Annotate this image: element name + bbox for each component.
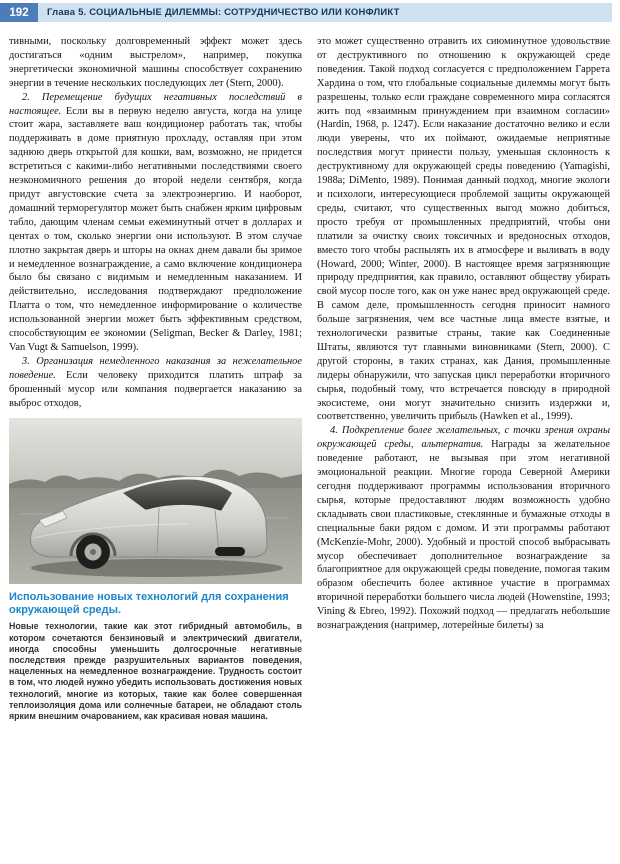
paragraph — [317, 424, 610, 633]
paragraph — [9, 91, 302, 355]
car-front-hub-center — [90, 549, 96, 555]
right-column — [317, 35, 610, 722]
car-shadow — [31, 559, 283, 577]
hybrid-car-photo — [9, 418, 302, 584]
text-segment: Если человеку приходится платить штраф за брошенный мусор или компания подвергается наказанию за выброс отходов, — [9, 369, 303, 409]
page-header — [0, 3, 620, 22]
left-column-text — [9, 35, 302, 410]
paragraph — [9, 355, 302, 411]
paragraph-lead-italic: 4. Подкрепление более желательных, с точки зрения охраны окружающей среды, альтернатив. — [317, 425, 610, 451]
paragraph-lead-italic: 3. Организация немедленного наказания за нежелательное поведение. — [9, 355, 302, 381]
text-columns — [0, 22, 620, 722]
chapter-title: Глава 5. СОЦИАЛЬНЫЕ ДИЛЕММЫ: СОТРУДНИЧЕСТВО ИЛИ КОНФЛИКТ — [38, 3, 612, 22]
text-segment: это может существенно отравить их сиюминутное удовольствие от деструктивного по отношению к окружающей среде поведения. Такой подход согласуется с предположением Гаррета Хардина о том, что глобальные социальные дилеммы могут быть разрешены, только если граждане современного мира согласятся жить под «взаимным принуждением при взаимном согласии» (Hardin, 1968, р. 1247). Если наказание достаточно велико и если люди уверены, что их поймают, ожидаемые неприятные последствия могут принести пользу, уменьшая склонность к деструктивному для окружающей среды поведению (Yamagishi, 1988a; DiMento, 1989). Понимая данный подход, многие экологи и психологи, интересующиеся проблемой защиты окружающей среды, считают, что существенных выгод можно добиться, просто требуя от промышленных предприятий, чтобы они платили за очистку своих токсичных и вредоносных отходов, вместо того чтобы распылять их в атмосфере и выливать в воду (Howard, 2000; Winter, 2000). В настоящее время загрязняющие природу предприятия, как правило, оставляют обществу убирать свой мусор после того, как он уже нанес вред окружающей среде. В самом деле, промышленность сегодня приносит намного больше загрязнения, чем все частные лица вместе взятые, и технологически развитые страны, такие как Соединенные Штаты, являются тут главными виновниками (Stern, 2000). С другой стороны, в таких странах, как Дания, промышленные лидеры обнаружили, что запуская цикл переработки вторичного сырья, подобный тому, что встречается повсюду в природной экосистеме, они могут значительно снизить издержки и, соответственно, увеличить прибыль (Hawken et al., 1999). — [317, 36, 610, 423]
right-column-text — [317, 35, 610, 633]
text-segment: тивными, поскольку долговременный эффект может здесь достигаться «одним выстрелом», например, покупка энергетически экономичной машины способствует сохранению энергии в течение нескольких последующих лет (Stern, 2000). — [9, 36, 302, 89]
car-rear-wheel — [215, 547, 245, 556]
paragraph — [9, 35, 302, 91]
left-column — [9, 35, 302, 722]
figure-hybrid-car — [9, 418, 302, 722]
page-number: 192 — [0, 3, 38, 22]
paragraph-lead-italic: 2. Перемещение будущих негативных последствий в настоящее. — [9, 91, 302, 117]
paragraph — [317, 35, 610, 424]
figure-caption-title: Использование новых технологий для сохранения окружающей среды. — [9, 591, 289, 617]
figure-caption — [9, 591, 302, 722]
text-segment: Если вы в первую неделю августа, когда на улице стоит жара, заставляете ваш кондиционер работать так, чтобы поддерживать в доме приятную прохладу, оставляя при этом заднюю дверь открытой для кошки, вам, возможно, не придется встретиться с какими-либо негативными последствиями своего неэкономичного решения до второй недели сентября, когда придут августовские счета за электроэнергию. И наоборот, домашний терморегулятор может быть снабжен ярким цифровым табло, дающим членам семьи ежеминутный отчет в долларах и центах о том, сколько энергии они используют. В этом случае плотно закрытая дверь и шторы на окнах днем давали бы зримое и немедленное вознаграждение, а само включение кондиционера было бы связано с видимым и немедленным наказанием. И действительно, исследования подтверждают предположение Платта о том, что немедленное информирование о количестве использованной энергии может быть эффективным средством, способствующим ее экономии (Seligman, Becker & Darley, 1981; Van Vugt & Samuelson, 1999). — [9, 105, 302, 353]
text-segment: Награды за желательное поведение работают, не вызывая при этом негативной эмоциональной реакции. Многие города Северной Америки сегодня поддерживают программы использования вторичного сырья, которые предоставляют людям возможность удобно складывать свои пластиковые, стеклянные и бумажные отходы в специальные баки рядом с домом. И эти программы работают (McKenzie-Mohr, 2000). Удобный и простой способ выбрасывать мусор обеспечивает дополнительное вознаграждение за благоприятное для окружающей среды поведение, помогая таким образом обеспечить более активное участие в программах вторичной переработки большего числа людей (Howenstine, 1993; Vining & Ebreo, 1992). Похожий подход — предлагать небольшие вознаграждения (например, лотерейные билеты) за — [317, 439, 610, 632]
figure-caption-body: Новые технологии, такие как этот гибридный автомобиль, в котором сочетаются бензиновый и электрический двигатели, иногда способны уменьшить долгосрочные негативные последствия прежде разрушительных вариантов поведения, нацеленных на немедленное вознаграждение. Трудность состоит в том, что людей нужно убедить использовать достижения новых технологий, многие из которых, такие как более совершенная теплоизоляция дома или солнечные батареи, не обладают столь ярким внешним очарованием, как красивая новая машина. — [9, 621, 302, 722]
book-page — [0, 3, 620, 864]
